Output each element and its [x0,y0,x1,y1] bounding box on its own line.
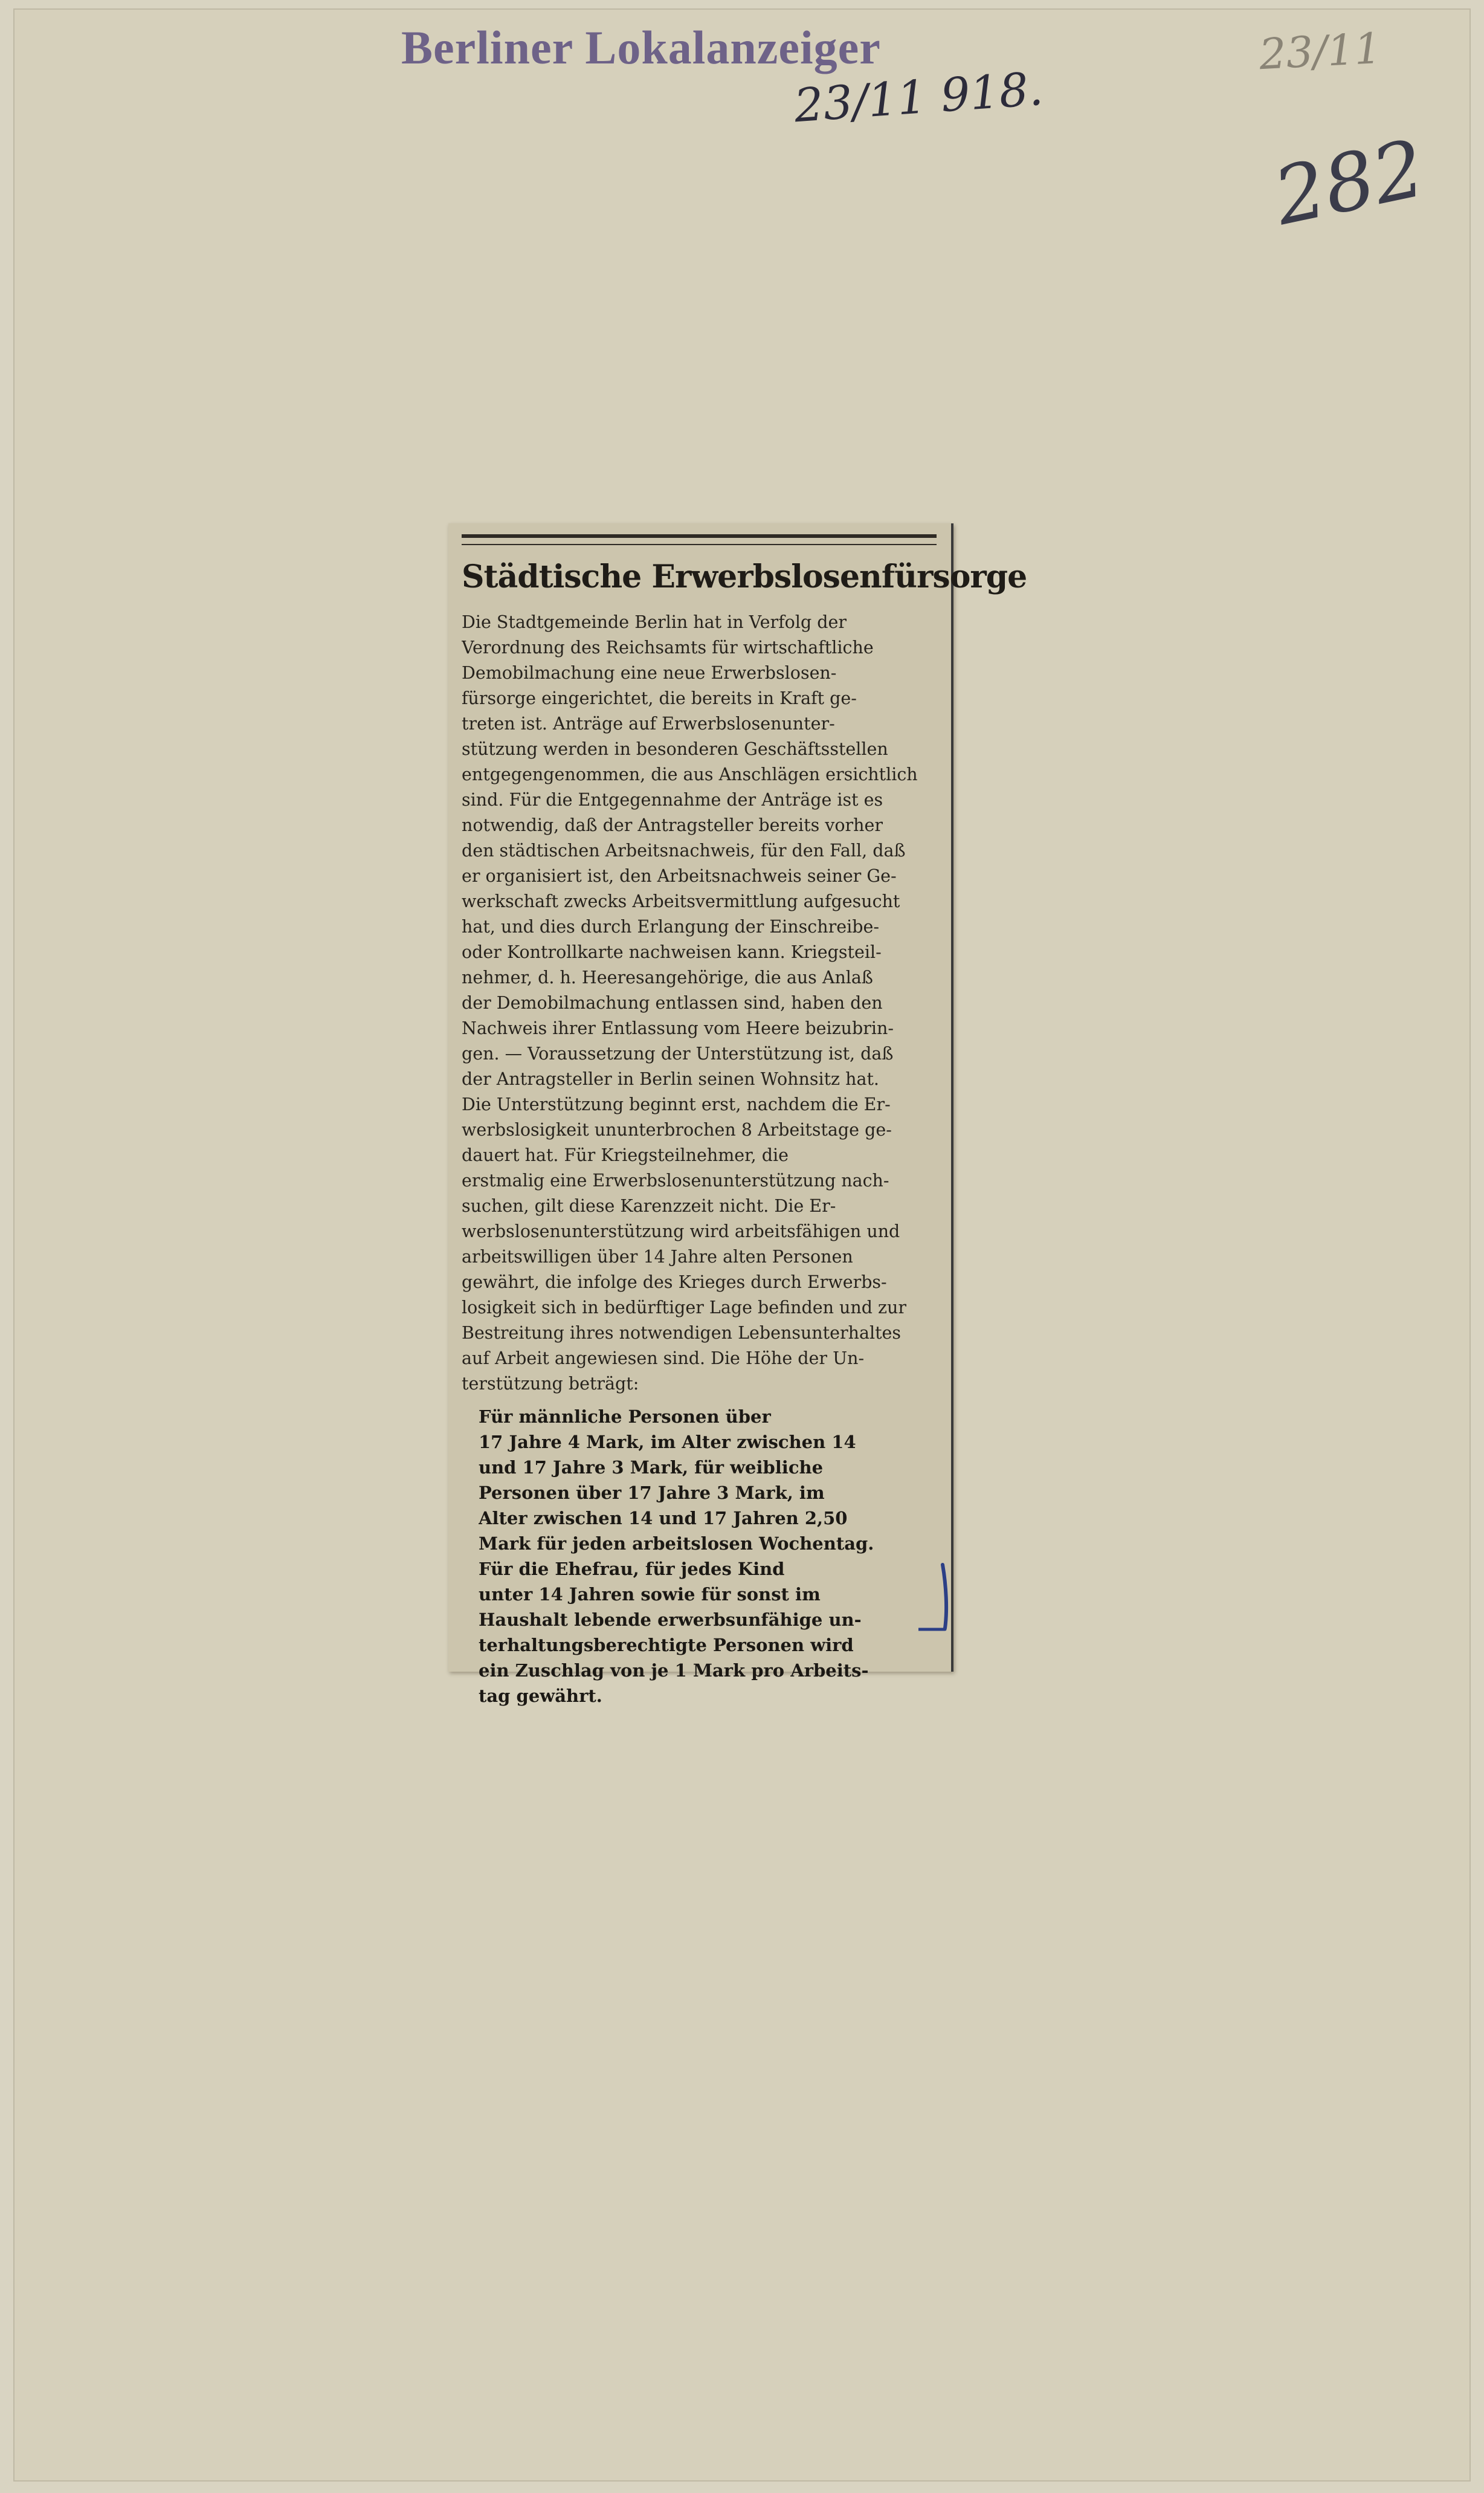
article-line: Die Unterstützung beginnt erst, nachdem die Er- [462,1095,891,1114]
article-line: erstmalig eine Erwerbslosenunterstützung nach- [462,1171,889,1191]
article-line: gewährt, die infolge des Krieges durch Erwerbs- [462,1272,887,1292]
archive-sheet [13,8,1471,2482]
article-line: stützung werden in besonderen Geschäftsstellen [462,739,888,759]
rate-line: tag gewährt. [479,1686,602,1706]
rate-line: Für die Ehefrau, für jedes Kind [479,1559,785,1579]
article-line: Verordnung des Reichsamts für wirtschaftliche [462,638,874,658]
rate-line: Alter zwischen 14 und 17 Jahren 2,50 [479,1508,848,1528]
folio-number: 282 [1266,121,1433,244]
article-line: Die Stadtgemeinde Berlin hat in Verfolg der [462,612,847,632]
article-line: oder Kontrollkarte nachweisen kann. Kriegsteil- [462,942,882,962]
article-line: werbslosenunterstützung wird arbeitsfähigen und [462,1221,900,1241]
article-line: nehmer, d. h. Heeresangehörige, die aus Anlaß [462,968,873,988]
article-line: Nachweis ihrer Entlassung vom Heere beizubrin- [462,1018,894,1038]
rate-line: terhaltungsberechtigte Personen wird [479,1635,854,1655]
rate-line: und 17 Jahre 3 Mark, für weibliche [479,1457,824,1478]
article-line: Demobilmachung eine neue Erwerbslosen- [462,663,837,683]
article-line: hat, und dies durch Erlangung der Einschreibe- [462,917,879,937]
article-line: den städtischen Arbeitsnachweis, für den Fall, daß [462,841,906,861]
article-line: Bestreitung ihres notwendigen Lebensunterhaltes [462,1323,902,1343]
top-rule [462,534,937,545]
rate-line: ein Zuschlag von je 1 Mark pro Arbeits- [479,1660,869,1681]
article-line: treten ist. Anträge auf Erwerbslosenunter- [462,714,835,734]
article-line: losigkeit sich in bedürftiger Lage befinden und zur [462,1298,907,1318]
rate-line: Mark für jeden arbeitslosen Wochentag. [479,1533,874,1554]
rate-line: unter 14 Jahren sowie für sonst im [479,1584,821,1605]
article-line: entgegengenommen, die aus Anschlägen ersichtlich [462,765,918,784]
newspaper-clipping [448,523,1027,1706]
article-line: der Demobilmachung entlassen sind, haben den [462,993,883,1013]
article-line: terstützung beträgt: [462,1374,639,1394]
article-line: suchen, gilt diese Karenzzeit nicht. Die Er- [462,1196,836,1216]
article-line: er organisiert ist, den Arbeitsnachweis seiner Ge- [462,866,897,886]
corner-pencil-date: 23/11 [1257,23,1382,80]
article-headline: Städtische Erwerbslosenfürsorge [462,558,1027,595]
article-line: werkschaft zwecks Arbeitsvermittlung aufgesucht [462,891,900,911]
rate-line: 17 Jahre 4 Mark, im Alter zwischen 14 [479,1432,856,1452]
handwritten-date: 23/11 918. [792,61,1045,133]
article-line: der Antragsteller in Berlin seinen Wohnsitz hat. [462,1069,879,1089]
article-line: gen. — Voraussetzung der Unterstützung ist, daß [462,1044,894,1064]
article-line: dauert hat. Für Kriegsteilnehmer, die [462,1145,789,1165]
article-line: arbeitswilligen über 14 Jahre alten Personen [462,1247,853,1267]
article-body [462,610,937,1397]
article-rates [462,1404,937,1709]
rate-line: Haushalt lebende erwerbsunfähige un- [479,1609,862,1630]
article-line: notwendig, daß der Antragsteller bereits vorher [462,815,883,835]
rate-line: Für männliche Personen über [479,1406,771,1427]
newspaper-stamp: Berliner Lokalanzeiger [401,21,881,74]
blue-pen-mark [918,1562,955,1634]
article-line: auf Arbeit angewiesen sind. Die Höhe der Un- [462,1348,865,1368]
article-line: sind. Für die Entgegennahme der Anträge ist es [462,790,883,810]
article-line: werbslosigkeit ununterbrochen 8 Arbeitstage ge- [462,1120,892,1140]
rate-line: Personen über 17 Jahre 3 Mark, im [479,1483,825,1503]
article-line: fürsorge eingerichtet, die bereits in Kraft ge- [462,688,857,708]
